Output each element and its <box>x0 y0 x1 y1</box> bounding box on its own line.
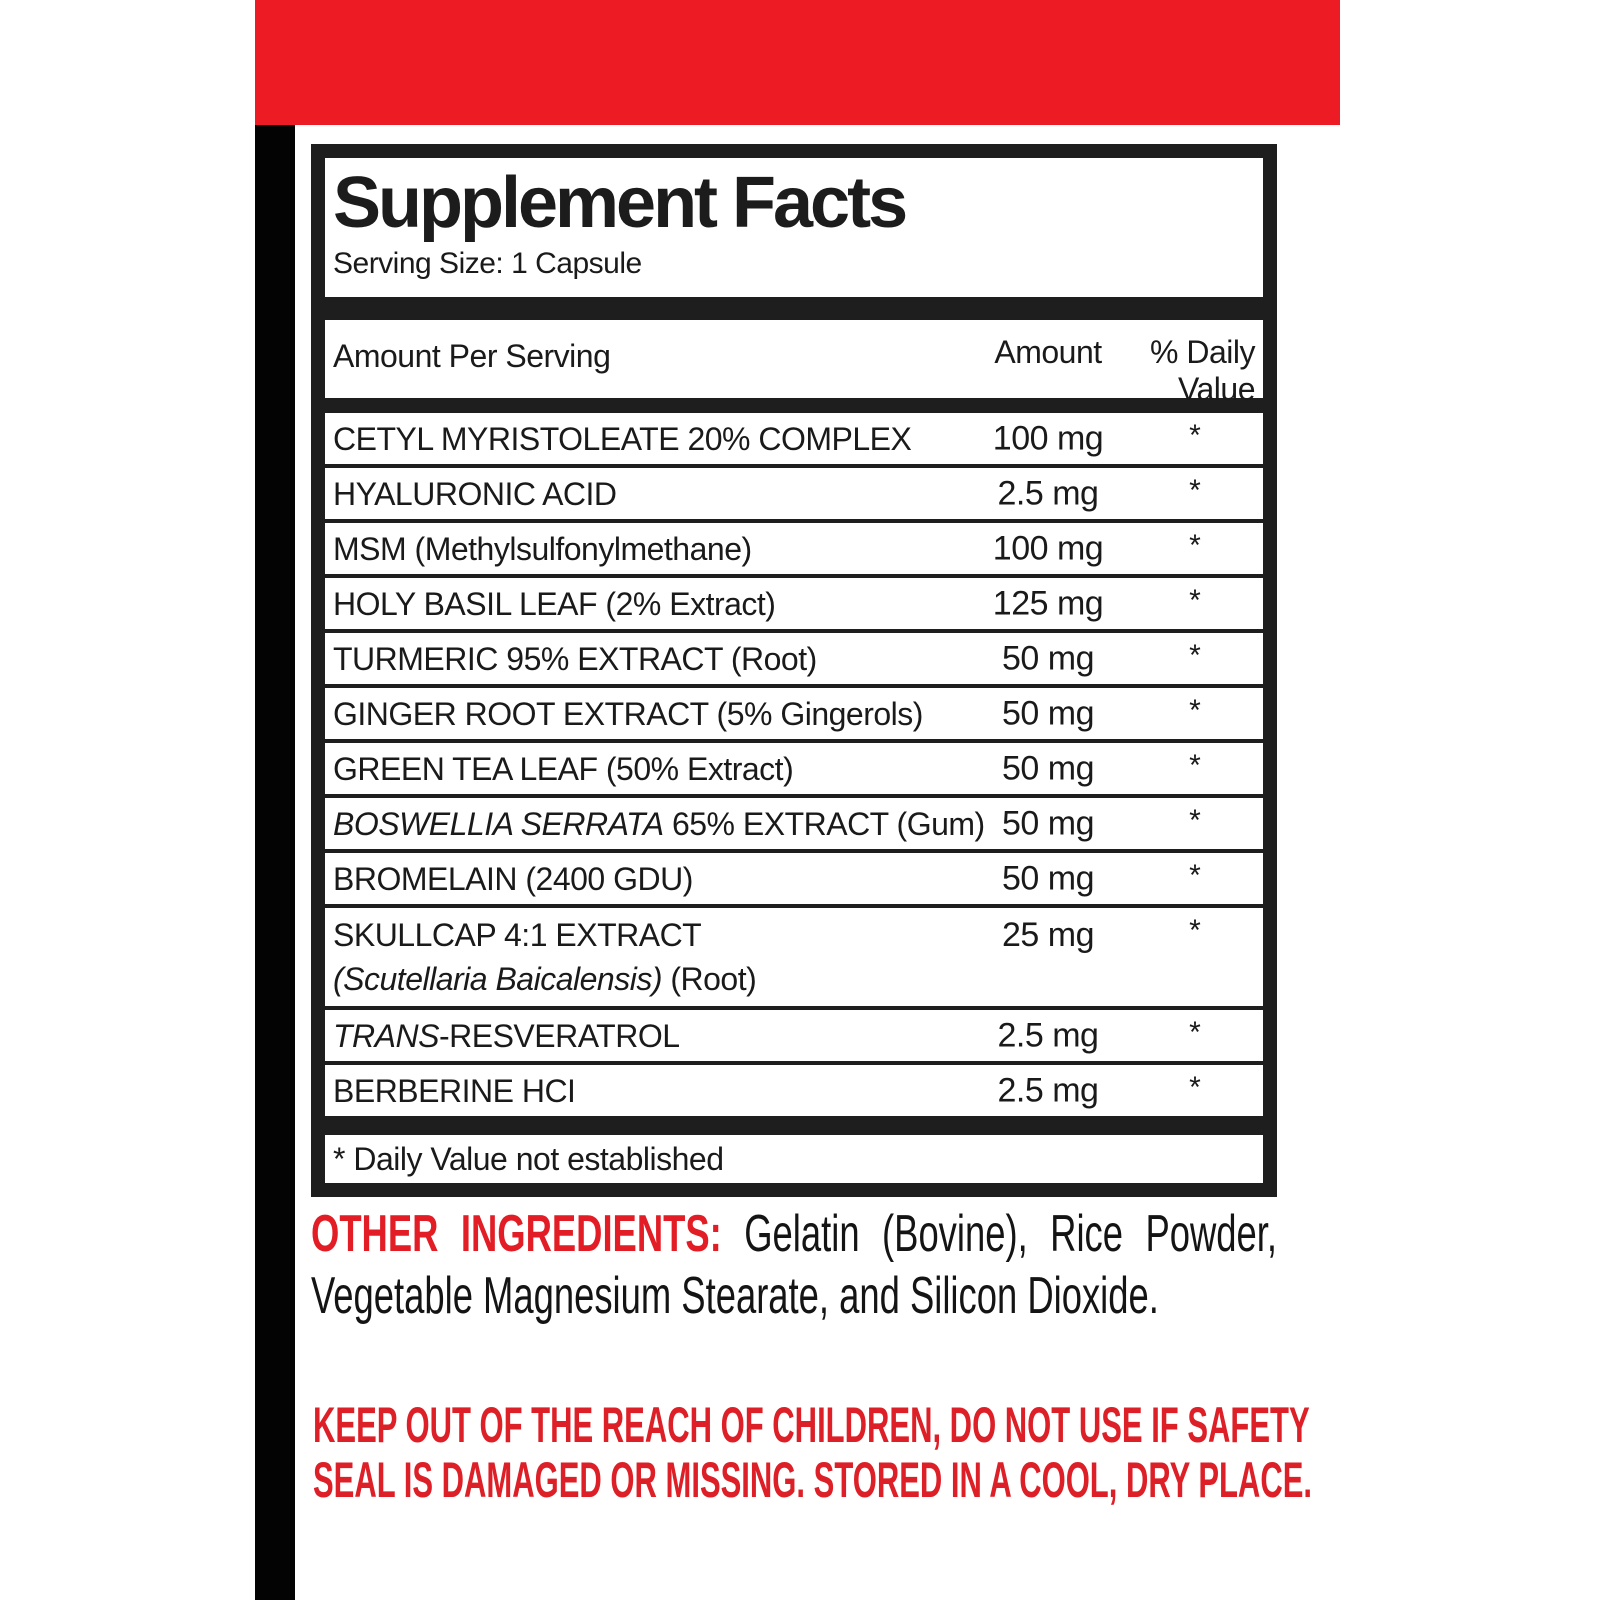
ingredient-row <box>325 798 1263 853</box>
ingredient-name-part: SKULLCAP 4:1 EXTRACT <box>333 917 702 953</box>
ingredient-row <box>325 1065 1263 1120</box>
ingredient-row <box>325 633 1263 688</box>
ingredient-name <box>333 747 793 791</box>
other-ingredients-text1: Gelatin (Bovine), Rice Powder, <box>721 1205 1277 1263</box>
ingredient-name <box>333 692 923 736</box>
ingredient-row <box>325 1010 1263 1065</box>
ingredient-daily-value: * <box>1189 639 1201 672</box>
top-red-banner <box>255 0 1340 125</box>
ingredient-name <box>333 913 756 1001</box>
supplement-facts-title: Supplement Facts <box>333 163 906 243</box>
ingredient-name-part: GINGER ROOT EXTRACT (5% Gingerols) <box>333 695 923 732</box>
safety-warning-text <box>313 1398 1367 1508</box>
table-header-row <box>325 320 1263 407</box>
other-ingredients-line1 <box>311 1203 1277 1265</box>
ingredient-row <box>325 523 1263 578</box>
other-ingredients-section <box>311 1203 1277 1327</box>
ingredient-name-part: HOLY BASIL LEAF (2% Extract) <box>333 585 776 622</box>
ingredient-amount: 100 mg <box>992 529 1104 567</box>
ingredient-daily-value: * <box>1189 584 1201 617</box>
ingredient-table <box>325 413 1263 1120</box>
ingredient-daily-value: * <box>1189 749 1201 782</box>
ingredient-amount: 25 mg <box>1002 916 1094 954</box>
ingredient-name-part: TURMERIC 95% EXTRACT (Root) <box>333 640 817 677</box>
header-daily-value-line1: % Daily <box>1150 334 1255 370</box>
ingredient-name-part: (Root) <box>661 961 757 997</box>
ingredient-name-part: TRANS <box>333 1017 439 1054</box>
ingredient-row <box>325 853 1263 908</box>
ingredient-name <box>333 802 985 846</box>
ingredient-daily-value: * <box>1189 1016 1201 1049</box>
ingredient-amount: 2.5 mg <box>997 1016 1099 1054</box>
ingredient-amount: 2.5 mg <box>997 474 1099 512</box>
ingredient-name-part: (Scutellaria Baicalensis <box>333 961 652 997</box>
ingredient-amount: 100 mg <box>992 419 1104 457</box>
ingredient-daily-value: * <box>1189 474 1201 507</box>
warning-line2: SEAL IS DAMAGED OR MISSING. STORED IN A COOL, DRY PLACE. <box>313 1452 1312 1508</box>
ingredient-name-part: BOSWELLIA SERRATA <box>333 805 664 842</box>
header-daily-value-line2: Value <box>1178 371 1255 407</box>
ingredient-name <box>333 472 617 516</box>
ingredient-name <box>333 417 911 461</box>
other-ingredients-label: OTHER INGREDIENTS: <box>311 1205 722 1263</box>
header-daily-value-column <box>1150 334 1255 408</box>
ingredient-row <box>325 413 1263 468</box>
ingredient-amount: 50 mg <box>1002 859 1094 897</box>
daily-value-footnote: * Daily Value not established <box>333 1140 724 1177</box>
ingredient-name-part: GREEN TEA LEAF (50% Extract) <box>333 750 794 787</box>
ingredient-name-part: HYALURONIC ACID <box>333 475 617 512</box>
ingredient-name <box>333 527 752 571</box>
ingredient-name-part: 65% EXTRACT (Gum) <box>663 805 985 842</box>
divider-band-bottom <box>325 1120 1263 1135</box>
ingredient-name-part: BROMELAIN (2400 GDU) <box>333 860 693 897</box>
ingredient-name-part: BERBERINE HCI <box>333 1072 576 1109</box>
supplement-facts-panel <box>311 144 1277 1197</box>
ingredient-name <box>333 1069 575 1113</box>
ingredient-row <box>325 908 1263 1010</box>
ingredient-amount: 50 mg <box>1002 749 1094 787</box>
ingredient-amount: 125 mg <box>992 584 1104 622</box>
ingredient-daily-value: * <box>1189 804 1201 837</box>
ingredient-row <box>325 743 1263 798</box>
ingredient-amount: 2.5 mg <box>997 1071 1099 1109</box>
ingredient-name <box>333 857 693 901</box>
serving-size-text: Serving Size: 1 Capsule <box>333 247 642 280</box>
ingredient-name-part: -RESVERATROL <box>438 1017 680 1054</box>
ingredient-amount: 50 mg <box>1002 804 1094 842</box>
ingredient-amount: 50 mg <box>1002 639 1094 677</box>
header-amount-per-serving: Amount Per Serving <box>333 338 611 374</box>
divider-band-header <box>325 398 1263 413</box>
ingredient-name <box>333 1014 680 1058</box>
other-ingredients-line2: Vegetable Magnesium Stearate, and Silicon Dioxide. <box>311 1267 1159 1325</box>
ingredient-name <box>333 582 775 626</box>
ingredient-daily-value: * <box>1189 529 1201 562</box>
warning-line1: KEEP OUT OF THE REACH OF CHILDREN, DO NOT USE IF SAFETY <box>313 1397 1310 1453</box>
ingredient-name-part: CETYL MYRISTOLEATE 20% COMPLEX <box>333 420 912 457</box>
ingredient-name-part: MSM (Methylsulfonylmethane) <box>333 530 752 567</box>
ingredient-amount: 50 mg <box>1002 694 1094 732</box>
ingredient-daily-value: * <box>1189 859 1201 892</box>
title-section <box>325 158 1263 297</box>
ingredient-daily-value: * <box>1189 914 1201 947</box>
ingredient-daily-value: * <box>1189 1071 1201 1104</box>
ingredient-daily-value: * <box>1189 419 1201 452</box>
ingredient-row <box>325 578 1263 633</box>
divider-band-top <box>325 297 1263 320</box>
left-black-strip <box>255 125 295 1600</box>
header-amount-column: Amount <box>994 334 1102 370</box>
ingredient-name <box>333 637 817 681</box>
ingredient-row <box>325 688 1263 743</box>
ingredient-daily-value: * <box>1189 694 1201 727</box>
ingredient-name-part: ) <box>651 961 662 997</box>
ingredient-row <box>325 468 1263 523</box>
